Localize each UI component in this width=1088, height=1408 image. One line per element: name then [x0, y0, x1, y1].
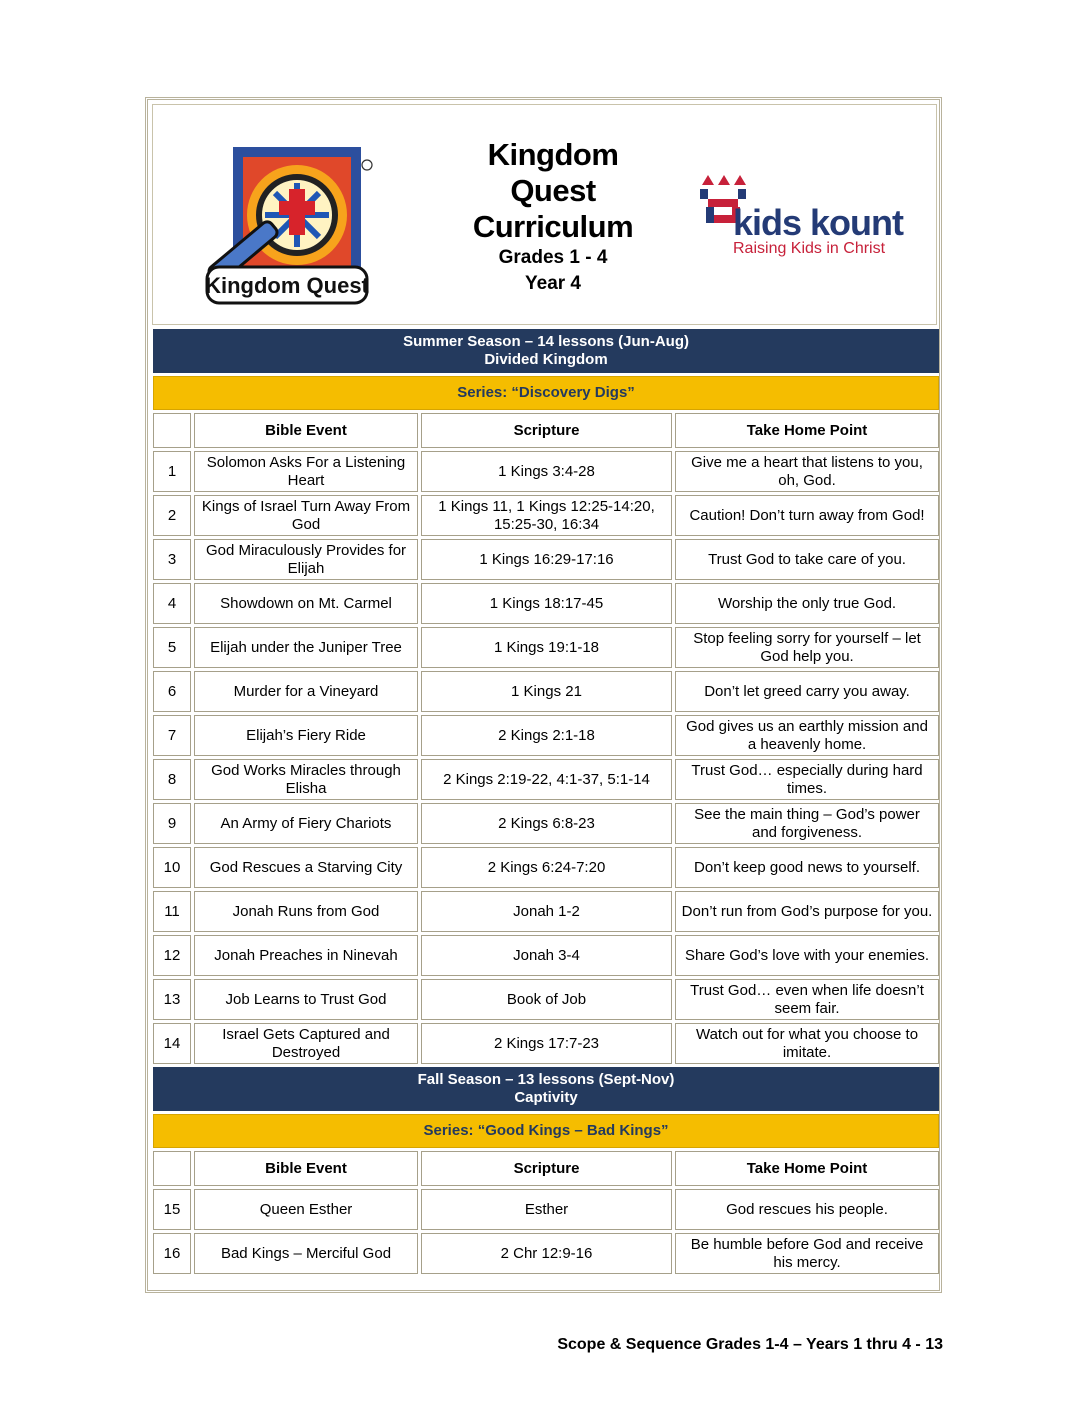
- bible-event: God Rescues a Starving City: [194, 847, 418, 888]
- scripture-ref: 2 Kings 6:24-7:20: [421, 847, 672, 888]
- lesson-row: [153, 715, 939, 756]
- lesson-row: [153, 583, 939, 624]
- scripture-ref: Jonah 3-4: [421, 935, 672, 976]
- kq-logo-wordmark: Kingdom Quest: [205, 273, 369, 298]
- grades-label: Grades 1 - 4: [498, 247, 608, 268]
- lesson-row: [153, 979, 939, 1020]
- column-header-number: [153, 1151, 191, 1186]
- lesson-number: 8: [153, 759, 191, 800]
- bible-event: Murder for a Vineyard: [194, 671, 418, 712]
- summer-rows: [153, 451, 939, 1064]
- bible-event: Elijah’s Fiery Ride: [194, 715, 418, 756]
- take-home-point: God rescues his people.: [675, 1189, 939, 1230]
- lesson-number: 6: [153, 671, 191, 712]
- lesson-number: 10: [153, 847, 191, 888]
- lesson-row: [153, 803, 939, 844]
- fall-season-theme: Captivity: [514, 1089, 578, 1106]
- bible-event: Bad Kings – Merciful God: [194, 1233, 418, 1274]
- lesson-row: [153, 671, 939, 712]
- lesson-row: [153, 451, 939, 492]
- column-header-scripture: Scripture: [421, 1151, 672, 1186]
- column-header-number: [153, 413, 191, 448]
- take-home-point: Give me a heart that listens to you, oh, God.: [675, 451, 939, 492]
- scripture-ref: 2 Kings 2:19-22, 4:1-37, 5:1-14: [421, 759, 672, 800]
- scripture-ref: Book of Job: [421, 979, 672, 1020]
- scripture-ref: 1 Kings 16:29-17:16: [421, 539, 672, 580]
- lesson-number: 13: [153, 979, 191, 1020]
- summer-season-title: Summer Season – 14 lessons (Jun-Aug): [403, 333, 689, 350]
- bible-event: Jonah Preaches in Ninevah: [194, 935, 418, 976]
- bible-event: God Miraculously Provides for Elijah: [194, 539, 418, 580]
- summer-series-header: [153, 376, 939, 410]
- fall-series-title: Series: “Good Kings – Bad Kings”: [153, 1114, 939, 1148]
- lesson-row: [153, 759, 939, 800]
- take-home-point: See the main thing – God’s power and forgiveness.: [675, 803, 939, 844]
- lesson-row: [153, 847, 939, 888]
- bible-event: Israel Gets Captured and Destroyed: [194, 1023, 418, 1064]
- scripture-ref: 1 Kings 11, 1 Kings 12:25-14:20, 15:25-30, 16:34: [421, 495, 672, 536]
- lesson-number: 15: [153, 1189, 191, 1230]
- lesson-number: 11: [153, 891, 191, 932]
- take-home-point: Caution! Don’t turn away from God!: [675, 495, 939, 536]
- lesson-number: 5: [153, 627, 191, 668]
- lesson-row: [153, 1189, 939, 1230]
- take-home-point: Worship the only true God.: [675, 583, 939, 624]
- lesson-number: 12: [153, 935, 191, 976]
- summer-season-header: [153, 329, 939, 373]
- bible-event: God Works Miracles through Elisha: [194, 759, 418, 800]
- take-home-point: Don’t run from God’s purpose for you.: [675, 891, 939, 932]
- take-home-point: Watch out for what you choose to imitate.: [675, 1023, 939, 1064]
- title-line-1: Kingdom: [487, 137, 619, 172]
- lesson-row: [153, 935, 939, 976]
- summer-series-title: Series: “Discovery Digs”: [153, 376, 939, 410]
- fall-season-header: [153, 1067, 939, 1111]
- column-header-point: Take Home Point: [675, 1151, 939, 1186]
- bible-event: Showdown on Mt. Carmel: [194, 583, 418, 624]
- lesson-row: [153, 495, 939, 536]
- lesson-number: 2: [153, 495, 191, 536]
- lesson-row: [153, 891, 939, 932]
- column-header-event: Bible Event: [194, 413, 418, 448]
- year-label: Year 4: [525, 273, 581, 294]
- bible-event: Kings of Israel Turn Away From God: [194, 495, 418, 536]
- fall-rows: [153, 1189, 939, 1274]
- take-home-point: God gives us an earthly mission and a heavenly home.: [675, 715, 939, 756]
- kids-kount-wordmark: kids kount: [733, 202, 904, 243]
- lesson-number: 7: [153, 715, 191, 756]
- scripture-ref: 2 Chr 12:9-16: [421, 1233, 672, 1274]
- bible-event: Solomon Asks For a Listening Heart: [194, 451, 418, 492]
- lesson-row: [153, 1233, 939, 1274]
- take-home-point: Trust God… even when life doesn’t seem fair.: [675, 979, 939, 1020]
- bible-event: An Army of Fiery Chariots: [194, 803, 418, 844]
- column-header-event: Bible Event: [194, 1151, 418, 1186]
- scripture-ref: 2 Kings 2:1-18: [421, 715, 672, 756]
- scripture-ref: 2 Kings 17:7-23: [421, 1023, 672, 1064]
- page-footer: Scope & Sequence Grades 1-4 – Years 1 thru 4 - 13: [557, 1336, 943, 1353]
- summer-column-headers: [153, 413, 939, 448]
- take-home-point: Don’t let greed carry you away.: [675, 671, 939, 712]
- take-home-point: Be humble before God and receive his mercy.: [675, 1233, 939, 1274]
- fall-season-title: Fall Season – 13 lessons (Sept-Nov): [417, 1071, 675, 1088]
- lesson-row: [153, 627, 939, 668]
- lesson-row: [153, 539, 939, 580]
- scripture-ref: 2 Kings 6:8-23: [421, 803, 672, 844]
- scripture-ref: Esther: [421, 1189, 672, 1230]
- bible-event: Elijah under the Juniper Tree: [194, 627, 418, 668]
- take-home-point: Don’t keep good news to yourself.: [675, 847, 939, 888]
- kingdom-quest-logo: [185, 135, 385, 315]
- curriculum-frame: [145, 97, 942, 1293]
- scripture-ref: 1 Kings 3:4-28: [421, 451, 672, 492]
- fall-column-headers: [153, 1151, 939, 1186]
- bible-event: Job Learns to Trust God: [194, 979, 418, 1020]
- bible-event: Jonah Runs from God: [194, 891, 418, 932]
- lesson-number: 9: [153, 803, 191, 844]
- summer-season-theme: Divided Kingdom: [484, 351, 608, 368]
- take-home-point: Share God’s love with your enemies.: [675, 935, 939, 976]
- scripture-ref: Jonah 1-2: [421, 891, 672, 932]
- lesson-number: 16: [153, 1233, 191, 1274]
- kids-kount-tagline: Raising Kids in Christ: [733, 240, 886, 257]
- scripture-ref: 1 Kings 19:1-18: [421, 627, 672, 668]
- fall-series-header: [153, 1114, 939, 1148]
- lesson-row: [153, 1023, 939, 1064]
- take-home-point: Trust God… especially during hard times.: [675, 759, 939, 800]
- lesson-table: [150, 326, 942, 1277]
- take-home-point: Stop feeling sorry for yourself – let God help you.: [675, 627, 939, 668]
- title-line-2: Quest: [510, 173, 596, 208]
- scripture-ref: 1 Kings 18:17-45: [421, 583, 672, 624]
- column-header-scripture: Scripture: [421, 413, 672, 448]
- title-block: [453, 137, 653, 297]
- bible-event: Queen Esther: [194, 1189, 418, 1230]
- lesson-number: 4: [153, 583, 191, 624]
- scripture-ref: 1 Kings 21: [421, 671, 672, 712]
- header-box: [152, 104, 937, 325]
- lesson-number: 14: [153, 1023, 191, 1064]
- take-home-point: Trust God to take care of you.: [675, 539, 939, 580]
- column-header-point: Take Home Point: [675, 413, 939, 448]
- title-line-3: Curriculum: [472, 209, 634, 244]
- lesson-number: 3: [153, 539, 191, 580]
- lesson-number: 1: [153, 451, 191, 492]
